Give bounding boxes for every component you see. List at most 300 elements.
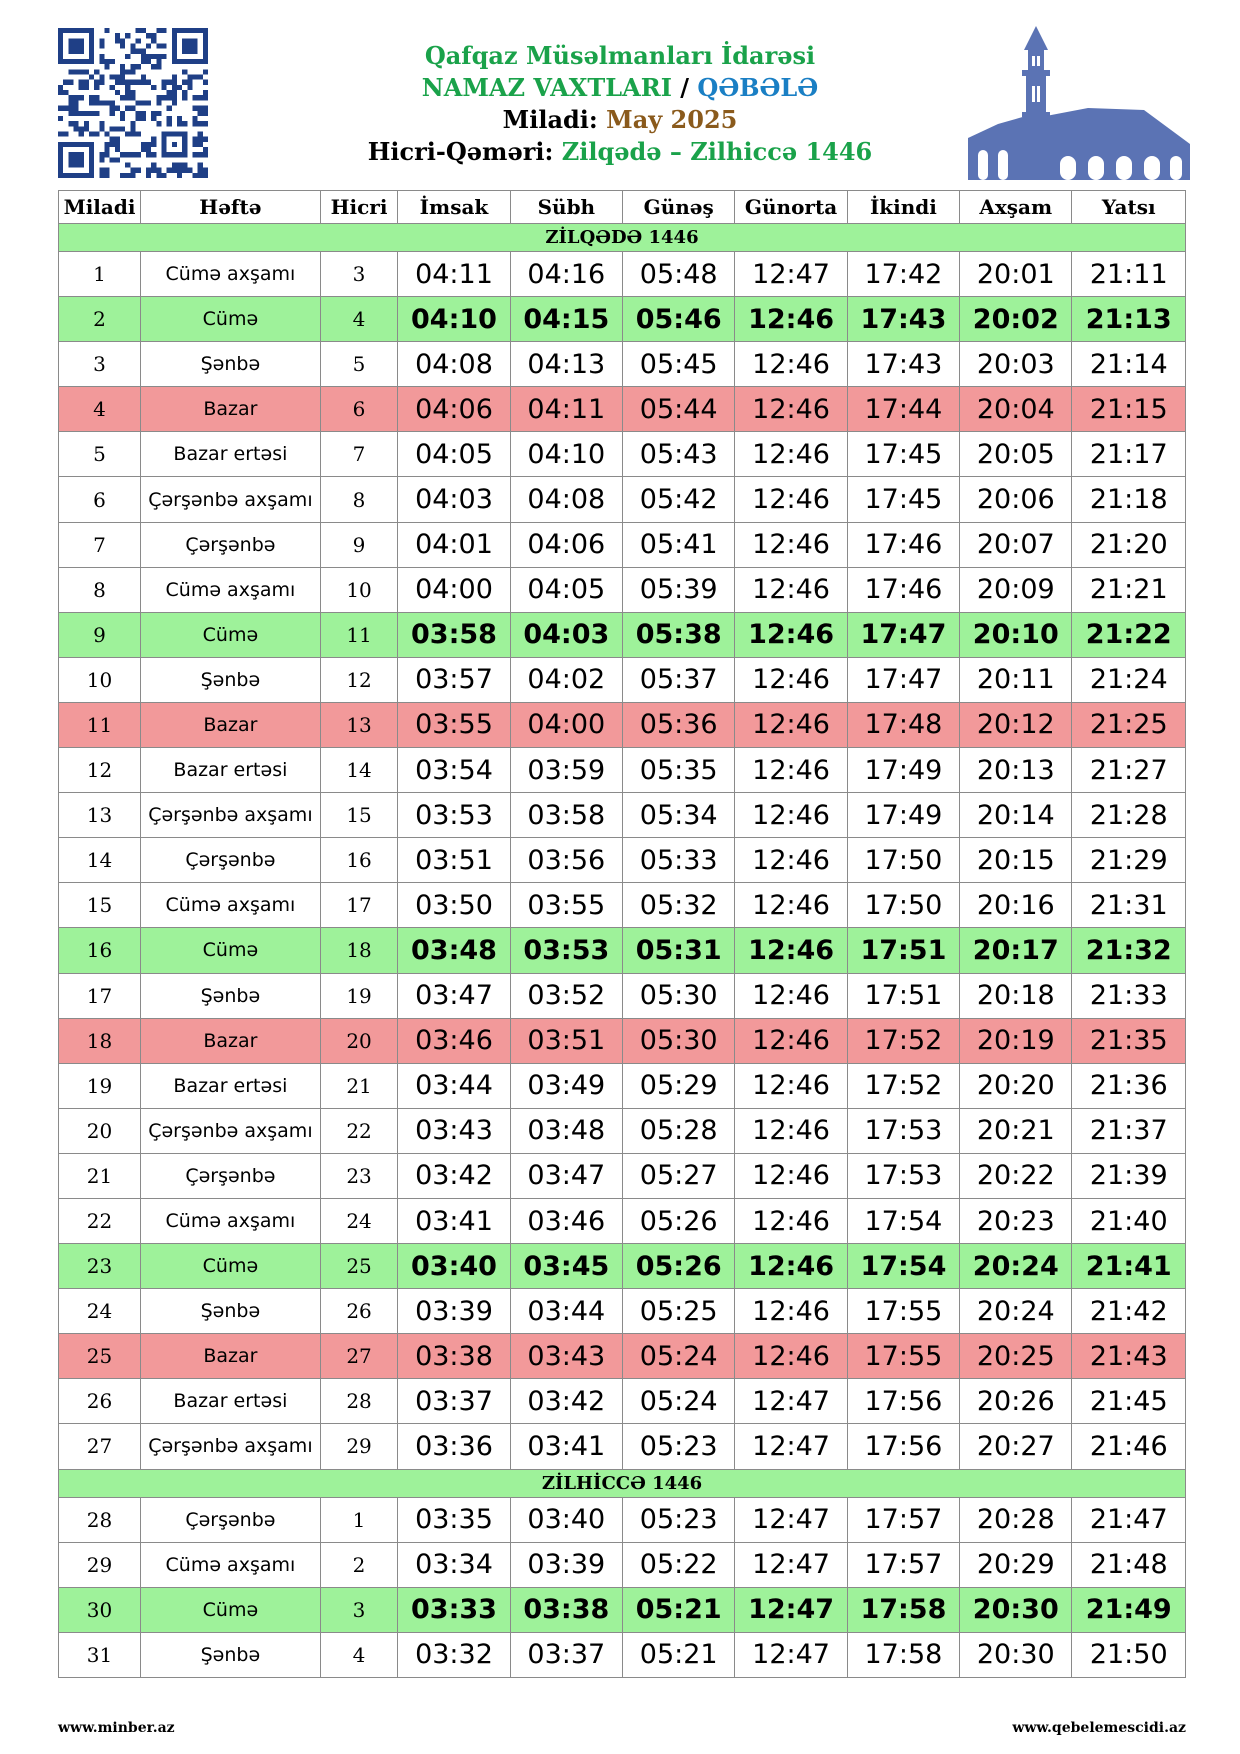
yatsi-time-cell: 21:43 — [1072, 1334, 1186, 1379]
axsam-time-cell: 20:21 — [960, 1108, 1072, 1153]
axsam-time-cell: 20:20 — [960, 1063, 1072, 1108]
miladi-date-cell: 27 — [59, 1424, 141, 1469]
imsak-time-cell: 03:50 — [398, 883, 510, 928]
table-row — [59, 838, 1186, 883]
gunorta-time-cell: 12:47 — [735, 1424, 847, 1469]
yatsi-time-cell: 21:28 — [1072, 793, 1186, 838]
weekday-cell: Cümə — [141, 928, 321, 973]
gunes-time-cell: 05:41 — [623, 522, 735, 567]
ikindi-time-cell: 17:46 — [847, 567, 959, 612]
imsak-time-cell: 03:53 — [398, 793, 510, 838]
subh-time-cell: 03:58 — [510, 793, 622, 838]
weekday-cell: Çərşənbə — [141, 838, 321, 883]
hicri-date-cell: 20 — [320, 1018, 398, 1063]
table-header-row — [59, 191, 1186, 224]
gunes-time-cell: 05:29 — [623, 1063, 735, 1108]
ikindi-time-cell: 17:49 — [847, 793, 959, 838]
gunes-time-cell: 05:30 — [623, 1018, 735, 1063]
ikindi-time-cell: 17:43 — [847, 297, 959, 342]
month-section-title: ZİLQƏDƏ 1446 — [59, 224, 1186, 252]
weekday-cell: Şənbə — [141, 342, 321, 387]
miladi-date-cell: 18 — [59, 1018, 141, 1063]
table-row — [59, 702, 1186, 747]
hicri-value: Zilqədə – Zilhiccə 1446 — [561, 137, 873, 166]
subh-time-cell: 03:39 — [510, 1542, 622, 1587]
miladi-date-cell: 31 — [59, 1632, 141, 1677]
column-header-imsak: İmsak — [398, 191, 510, 224]
weekday-cell: Bazar — [141, 387, 321, 432]
miladi-date-cell: 7 — [59, 522, 141, 567]
axsam-time-cell: 20:17 — [960, 928, 1072, 973]
column-header-axsam: Axşam — [960, 191, 1072, 224]
miladi-date-cell: 15 — [59, 883, 141, 928]
weekday-cell: Çərşənbə axşamı — [141, 477, 321, 522]
gunes-time-cell: 05:24 — [623, 1379, 735, 1424]
gunorta-time-cell: 12:46 — [735, 1244, 847, 1289]
imsak-time-cell: 04:00 — [398, 567, 510, 612]
subh-time-cell: 03:55 — [510, 883, 622, 928]
gunes-time-cell: 05:37 — [623, 657, 735, 702]
yatsi-time-cell: 21:27 — [1072, 748, 1186, 793]
gunorta-time-cell: 12:47 — [735, 1587, 847, 1632]
subh-time-cell: 03:43 — [510, 1334, 622, 1379]
gunes-time-cell: 05:42 — [623, 477, 735, 522]
miladi-date-cell: 8 — [59, 567, 141, 612]
gunes-time-cell: 05:23 — [623, 1497, 735, 1542]
yatsi-time-cell: 21:14 — [1072, 342, 1186, 387]
ikindi-time-cell: 17:53 — [847, 1108, 959, 1153]
axsam-time-cell: 20:19 — [960, 1018, 1072, 1063]
imsak-time-cell: 04:03 — [398, 477, 510, 522]
subh-time-cell: 03:45 — [510, 1244, 622, 1289]
miladi-date-cell: 28 — [59, 1497, 141, 1542]
subh-time-cell: 04:13 — [510, 342, 622, 387]
yatsi-time-cell: 21:48 — [1072, 1542, 1186, 1587]
miladi-date-cell: 17 — [59, 973, 141, 1018]
weekday-cell: Çərşənbə axşamı — [141, 1108, 321, 1153]
table-row — [59, 297, 1186, 342]
month-section-title: ZİLHİCCƏ 1446 — [59, 1469, 1186, 1497]
gunorta-time-cell: 12:47 — [735, 1542, 847, 1587]
gunes-time-cell: 05:27 — [623, 1153, 735, 1198]
hicri-date-cell: 3 — [320, 252, 398, 297]
axsam-time-cell: 20:18 — [960, 973, 1072, 1018]
subh-time-cell: 03:44 — [510, 1289, 622, 1334]
table-row — [59, 1153, 1186, 1198]
gunorta-time-cell: 12:46 — [735, 522, 847, 567]
weekday-cell: Cümə axşamı — [141, 567, 321, 612]
ikindi-time-cell: 17:56 — [847, 1424, 959, 1469]
hicri-date-cell: 12 — [320, 657, 398, 702]
weekday-cell: Cümə axşamı — [141, 1198, 321, 1243]
ikindi-time-cell: 17:42 — [847, 252, 959, 297]
yatsi-time-cell: 21:18 — [1072, 477, 1186, 522]
table-row — [59, 1063, 1186, 1108]
gunes-time-cell: 05:48 — [623, 252, 735, 297]
weekday-cell: Çərşənbə — [141, 1153, 321, 1198]
imsak-time-cell: 04:08 — [398, 342, 510, 387]
yatsi-time-cell: 21:47 — [1072, 1497, 1186, 1542]
weekday-cell: Bazar ertəsi — [141, 432, 321, 477]
miladi-date-cell: 26 — [59, 1379, 141, 1424]
column-header-gunorta: Günorta — [735, 191, 847, 224]
table-row — [59, 793, 1186, 838]
imsak-time-cell: 03:46 — [398, 1018, 510, 1063]
hicri-date-cell: 24 — [320, 1198, 398, 1243]
gunes-time-cell: 05:24 — [623, 1334, 735, 1379]
axsam-time-cell: 20:24 — [960, 1289, 1072, 1334]
ikindi-time-cell: 17:51 — [847, 973, 959, 1018]
gunorta-time-cell: 12:46 — [735, 838, 847, 883]
yatsi-time-cell: 21:37 — [1072, 1108, 1186, 1153]
table-row — [59, 1632, 1186, 1677]
axsam-time-cell: 20:01 — [960, 252, 1072, 297]
miladi-date-cell: 14 — [59, 838, 141, 883]
ikindi-time-cell: 17:47 — [847, 612, 959, 657]
table-row — [59, 342, 1186, 387]
yatsi-time-cell: 21:11 — [1072, 252, 1186, 297]
miladi-date-cell: 13 — [59, 793, 141, 838]
yatsi-time-cell: 21:49 — [1072, 1587, 1186, 1632]
column-header-hefte: Həftə — [141, 191, 321, 224]
imsak-time-cell: 03:47 — [398, 973, 510, 1018]
weekday-cell: Bazar — [141, 1018, 321, 1063]
gunorta-time-cell: 12:46 — [735, 702, 847, 747]
weekday-cell: Cümə — [141, 612, 321, 657]
ikindi-time-cell: 17:44 — [847, 387, 959, 432]
imsak-time-cell: 03:58 — [398, 612, 510, 657]
column-header-subh: Sübh — [510, 191, 622, 224]
miladi-date-cell: 4 — [59, 387, 141, 432]
hicri-date-cell: 8 — [320, 477, 398, 522]
table-row — [59, 252, 1186, 297]
gunorta-time-cell: 12:46 — [735, 793, 847, 838]
yatsi-time-cell: 21:50 — [1072, 1632, 1186, 1677]
weekday-cell: Şənbə — [141, 1632, 321, 1677]
axsam-time-cell: 20:25 — [960, 1334, 1072, 1379]
axsam-time-cell: 20:26 — [960, 1379, 1072, 1424]
ikindi-time-cell: 17:54 — [847, 1244, 959, 1289]
miladi-date-cell: 3 — [59, 342, 141, 387]
gunes-time-cell: 05:33 — [623, 838, 735, 883]
weekday-cell: Cümə axşamı — [141, 883, 321, 928]
gunes-time-cell: 05:35 — [623, 748, 735, 793]
miladi-date-cell: 23 — [59, 1244, 141, 1289]
axsam-time-cell: 20:22 — [960, 1153, 1072, 1198]
ikindi-time-cell: 17:47 — [847, 657, 959, 702]
hicri-date-cell: 6 — [320, 387, 398, 432]
gunorta-time-cell: 12:46 — [735, 748, 847, 793]
hicri-date-cell: 14 — [320, 748, 398, 793]
ikindi-time-cell: 17:57 — [847, 1497, 959, 1542]
subh-time-cell: 03:53 — [510, 928, 622, 973]
axsam-time-cell: 20:23 — [960, 1198, 1072, 1243]
gunes-time-cell: 05:34 — [623, 793, 735, 838]
ikindi-time-cell: 17:54 — [847, 1198, 959, 1243]
axsam-time-cell: 20:14 — [960, 793, 1072, 838]
table-row — [59, 1198, 1186, 1243]
subh-time-cell: 04:16 — [510, 252, 622, 297]
table-row — [59, 567, 1186, 612]
table-row — [59, 612, 1186, 657]
imsak-time-cell: 03:36 — [398, 1424, 510, 1469]
subh-time-cell: 04:10 — [510, 432, 622, 477]
miladi-date-cell: 12 — [59, 748, 141, 793]
gunorta-time-cell: 12:46 — [735, 342, 847, 387]
mosque-minaret-icon — [968, 26, 1190, 182]
title-city: QƏBƏLƏ — [697, 73, 819, 102]
table-row — [59, 1379, 1186, 1424]
ikindi-time-cell: 17:51 — [847, 928, 959, 973]
hicri-date-cell: 13 — [320, 702, 398, 747]
gunes-time-cell: 05:23 — [623, 1424, 735, 1469]
weekday-cell: Bazar ertəsi — [141, 1379, 321, 1424]
imsak-time-cell: 03:34 — [398, 1542, 510, 1587]
ikindi-time-cell: 17:56 — [847, 1379, 959, 1424]
axsam-time-cell: 20:07 — [960, 522, 1072, 567]
yatsi-time-cell: 21:39 — [1072, 1153, 1186, 1198]
subh-time-cell: 03:48 — [510, 1108, 622, 1153]
table-body — [59, 224, 1186, 1678]
miladi-date-cell: 30 — [59, 1587, 141, 1632]
column-header-miladi: Miladi — [59, 191, 141, 224]
gunorta-time-cell: 12:46 — [735, 1153, 847, 1198]
yatsi-time-cell: 21:41 — [1072, 1244, 1186, 1289]
subh-time-cell: 04:15 — [510, 297, 622, 342]
yatsi-time-cell: 21:31 — [1072, 883, 1186, 928]
hicri-date-cell: 17 — [320, 883, 398, 928]
weekday-cell: Çərşənbə — [141, 522, 321, 567]
axsam-time-cell: 20:30 — [960, 1587, 1072, 1632]
hicri-date-cell: 1 — [320, 1497, 398, 1542]
subh-time-cell: 04:05 — [510, 567, 622, 612]
yatsi-time-cell: 21:17 — [1072, 432, 1186, 477]
subh-time-cell: 04:11 — [510, 387, 622, 432]
subh-time-cell: 04:02 — [510, 657, 622, 702]
imsak-time-cell: 04:05 — [398, 432, 510, 477]
hicri-date-cell: 4 — [320, 1632, 398, 1677]
column-header-hicri: Hicri — [320, 191, 398, 224]
table-row — [59, 522, 1186, 567]
imsak-time-cell: 03:35 — [398, 1497, 510, 1542]
gunes-time-cell: 05:28 — [623, 1108, 735, 1153]
subh-time-cell: 04:08 — [510, 477, 622, 522]
weekday-cell: Çərşənbə — [141, 1497, 321, 1542]
subh-time-cell: 03:40 — [510, 1497, 622, 1542]
table-row — [59, 1244, 1186, 1289]
hicri-line — [260, 136, 980, 168]
subh-time-cell: 04:06 — [510, 522, 622, 567]
imsak-time-cell: 03:39 — [398, 1289, 510, 1334]
weekday-cell: Şənbə — [141, 657, 321, 702]
hicri-date-cell: 21 — [320, 1063, 398, 1108]
imsak-time-cell: 03:43 — [398, 1108, 510, 1153]
weekday-cell: Çərşənbə axşamı — [141, 1424, 321, 1469]
yatsi-time-cell: 21:20 — [1072, 522, 1186, 567]
imsak-time-cell: 03:32 — [398, 1632, 510, 1677]
gunorta-time-cell: 12:47 — [735, 252, 847, 297]
yatsi-time-cell: 21:40 — [1072, 1198, 1186, 1243]
weekday-cell: Bazar ertəsi — [141, 1063, 321, 1108]
imsak-time-cell: 03:54 — [398, 748, 510, 793]
weekday-cell: Cümə — [141, 1587, 321, 1632]
column-header-ikindi: İkindi — [847, 191, 959, 224]
yatsi-time-cell: 21:25 — [1072, 702, 1186, 747]
axsam-time-cell: 20:02 — [960, 297, 1072, 342]
hicri-date-cell: 26 — [320, 1289, 398, 1334]
miladi-date-cell: 2 — [59, 297, 141, 342]
ikindi-time-cell: 17:57 — [847, 1542, 959, 1587]
gunes-time-cell: 05:31 — [623, 928, 735, 973]
weekday-cell: Şənbə — [141, 973, 321, 1018]
gunorta-time-cell: 12:47 — [735, 1379, 847, 1424]
gunorta-time-cell: 12:47 — [735, 1497, 847, 1542]
footer-link-minber: www.minber.az — [58, 1720, 175, 1736]
gunorta-time-cell: 12:46 — [735, 612, 847, 657]
footer-link-qebelemescidi: www.qebelemescidi.az — [1012, 1720, 1186, 1736]
gunes-time-cell: 05:45 — [623, 342, 735, 387]
axsam-time-cell: 20:10 — [960, 612, 1072, 657]
table-row — [59, 883, 1186, 928]
gunorta-time-cell: 12:46 — [735, 657, 847, 702]
yatsi-time-cell: 21:32 — [1072, 928, 1186, 973]
subh-time-cell: 03:41 — [510, 1424, 622, 1469]
table-row — [59, 477, 1186, 522]
miladi-date-cell: 24 — [59, 1289, 141, 1334]
yatsi-time-cell: 21:42 — [1072, 1289, 1186, 1334]
gunes-time-cell: 05:22 — [623, 1542, 735, 1587]
hicri-label: Hicri-Qəməri: — [367, 137, 554, 166]
month-section-row — [59, 224, 1186, 252]
imsak-time-cell: 03:48 — [398, 928, 510, 973]
title-main: NAMAZ VAXTLARI — [421, 73, 672, 102]
table-row — [59, 928, 1186, 973]
hicri-date-cell: 4 — [320, 297, 398, 342]
table-row — [59, 1424, 1186, 1469]
title-separator: / — [680, 73, 690, 102]
miladi-date-cell: 6 — [59, 477, 141, 522]
yatsi-time-cell: 21:45 — [1072, 1379, 1186, 1424]
column-header-yatsi: Yatsı — [1072, 191, 1186, 224]
table-row — [59, 1542, 1186, 1587]
gunes-time-cell: 05:26 — [623, 1198, 735, 1243]
table-row — [59, 1018, 1186, 1063]
yatsi-time-cell: 21:13 — [1072, 297, 1186, 342]
yatsi-time-cell: 21:15 — [1072, 387, 1186, 432]
gunes-time-cell: 05:21 — [623, 1632, 735, 1677]
hicri-date-cell: 25 — [320, 1244, 398, 1289]
gunes-time-cell: 05:26 — [623, 1244, 735, 1289]
ikindi-time-cell: 17:48 — [847, 702, 959, 747]
ikindi-time-cell: 17:43 — [847, 342, 959, 387]
qr-code-icon — [58, 28, 208, 178]
miladi-date-cell: 10 — [59, 657, 141, 702]
yatsi-time-cell: 21:24 — [1072, 657, 1186, 702]
imsak-time-cell: 03:57 — [398, 657, 510, 702]
org-name: Qafqaz Müsəlmanları İdarəsi — [424, 41, 816, 70]
yatsi-time-cell: 21:46 — [1072, 1424, 1186, 1469]
miladi-date-cell: 21 — [59, 1153, 141, 1198]
table-row — [59, 1587, 1186, 1632]
gunorta-time-cell: 12:46 — [735, 973, 847, 1018]
hicri-date-cell: 27 — [320, 1334, 398, 1379]
weekday-cell: Cümə — [141, 297, 321, 342]
table-row — [59, 1289, 1186, 1334]
subh-time-cell: 03:56 — [510, 838, 622, 883]
gunorta-time-cell: 12:46 — [735, 432, 847, 477]
imsak-time-cell: 03:44 — [398, 1063, 510, 1108]
imsak-time-cell: 04:01 — [398, 522, 510, 567]
ikindi-time-cell: 17:53 — [847, 1153, 959, 1198]
subh-time-cell: 03:47 — [510, 1153, 622, 1198]
miladi-date-cell: 29 — [59, 1542, 141, 1587]
hicri-date-cell: 22 — [320, 1108, 398, 1153]
miladi-value: May 2025 — [606, 105, 738, 134]
subh-time-cell: 03:51 — [510, 1018, 622, 1063]
weekday-cell: Cümə axşamı — [141, 1542, 321, 1587]
imsak-time-cell: 03:33 — [398, 1587, 510, 1632]
gunorta-time-cell: 12:46 — [735, 1289, 847, 1334]
hicri-date-cell: 7 — [320, 432, 398, 477]
table-row — [59, 387, 1186, 432]
axsam-time-cell: 20:29 — [960, 1542, 1072, 1587]
imsak-time-cell: 03:55 — [398, 702, 510, 747]
gunes-time-cell: 05:39 — [623, 567, 735, 612]
gunes-time-cell: 05:44 — [623, 387, 735, 432]
miladi-date-cell: 22 — [59, 1198, 141, 1243]
ikindi-time-cell: 17:50 — [847, 838, 959, 883]
gunorta-time-cell: 12:46 — [735, 477, 847, 522]
gunorta-time-cell: 12:46 — [735, 1198, 847, 1243]
hicri-date-cell: 18 — [320, 928, 398, 973]
miladi-date-cell: 9 — [59, 612, 141, 657]
column-header-gunes: Günəş — [623, 191, 735, 224]
subh-time-cell: 03:42 — [510, 1379, 622, 1424]
gunorta-time-cell: 12:46 — [735, 387, 847, 432]
miladi-date-cell: 16 — [59, 928, 141, 973]
weekday-cell: Cümə — [141, 1244, 321, 1289]
imsak-time-cell: 04:10 — [398, 297, 510, 342]
hicri-date-cell: 19 — [320, 973, 398, 1018]
ikindi-time-cell: 17:58 — [847, 1632, 959, 1677]
weekday-cell: Şənbə — [141, 1289, 321, 1334]
axsam-time-cell: 20:30 — [960, 1632, 1072, 1677]
subh-time-cell: 03:46 — [510, 1198, 622, 1243]
axsam-time-cell: 20:15 — [960, 838, 1072, 883]
table-row — [59, 748, 1186, 793]
subh-time-cell: 03:38 — [510, 1587, 622, 1632]
ikindi-time-cell: 17:52 — [847, 1018, 959, 1063]
subh-time-cell: 03:52 — [510, 973, 622, 1018]
axsam-time-cell: 20:11 — [960, 657, 1072, 702]
hicri-date-cell: 15 — [320, 793, 398, 838]
gunes-time-cell: 05:30 — [623, 973, 735, 1018]
ikindi-time-cell: 17:58 — [847, 1587, 959, 1632]
table-row — [59, 432, 1186, 477]
gunes-time-cell: 05:43 — [623, 432, 735, 477]
yatsi-time-cell: 21:22 — [1072, 612, 1186, 657]
page-header — [260, 40, 980, 168]
ikindi-time-cell: 17:46 — [847, 522, 959, 567]
ikindi-time-cell: 17:50 — [847, 883, 959, 928]
axsam-time-cell: 20:24 — [960, 1244, 1072, 1289]
gunes-time-cell: 05:38 — [623, 612, 735, 657]
yatsi-time-cell: 21:33 — [1072, 973, 1186, 1018]
gunes-time-cell: 05:46 — [623, 297, 735, 342]
axsam-time-cell: 20:12 — [960, 702, 1072, 747]
yatsi-time-cell: 21:29 — [1072, 838, 1186, 883]
ikindi-time-cell: 17:45 — [847, 432, 959, 477]
